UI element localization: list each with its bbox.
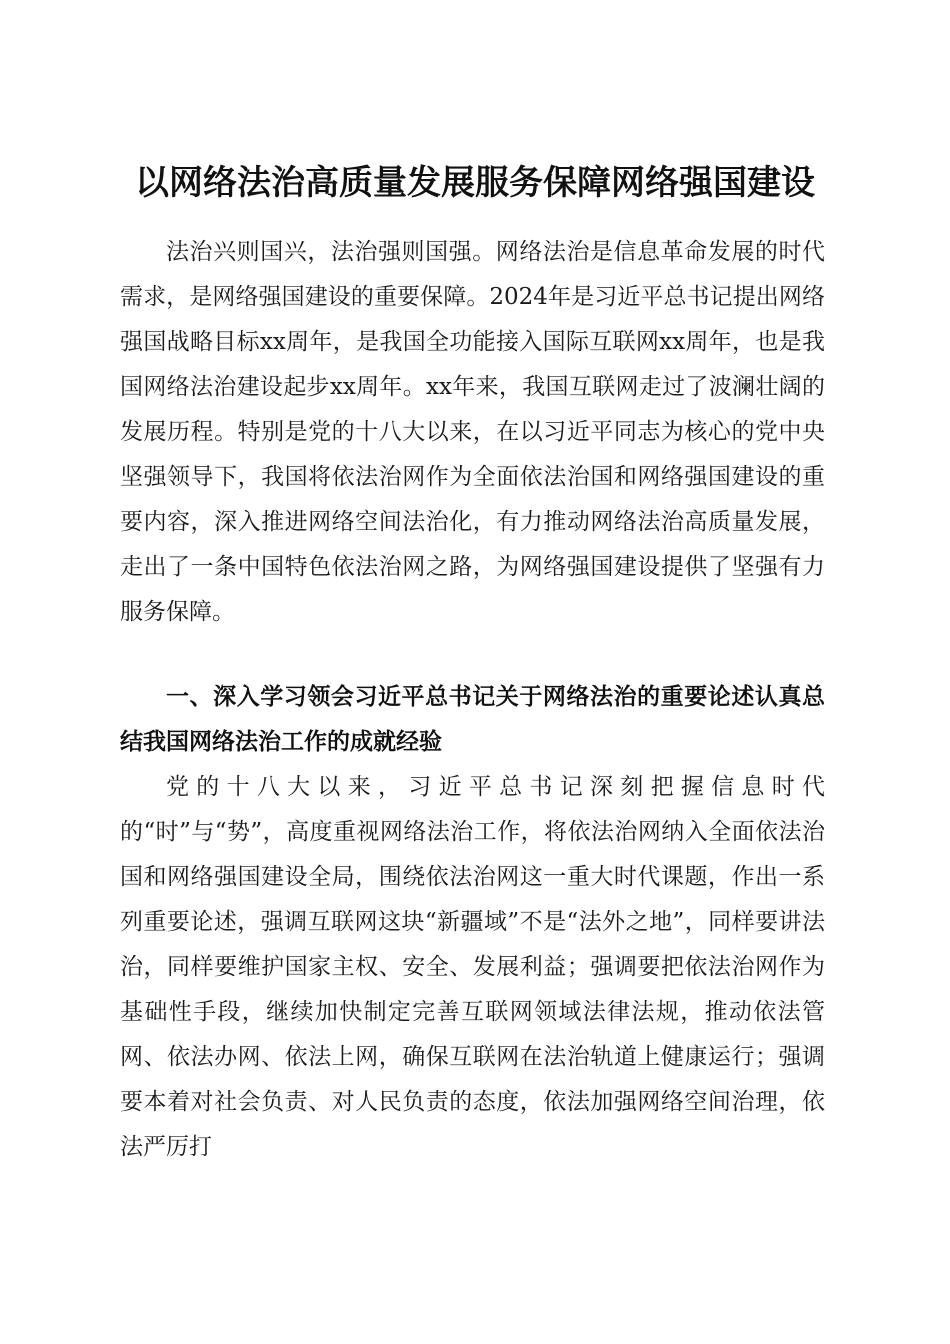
section-heading-1: 一、深入学习领会习近平总书记关于网络法治的重要论述认真总结我国网络法治工作的成就经验 [120, 684, 825, 755]
paragraph-intro: 法治兴则国兴，法治强则国强。网络法治是信息革命发展的时代需求，是网络强国建设的重要保障。2024年是习近平总书记提出网络强国战略目标xx周年，是我国全功能接入国际互联网xx周年，也是我国网络法治建设起步xx周年。xx年来，我国互联网走过了波澜壮阔的发展历程。特别是党的十八大以来，在以习近平同志为核心的党中央坚强领导下，我国将依法治网作为全面依法治国和网络强国建设的重要内容，深入推进网络空间法治化，有力推动网络法治高质量发展，走出了一条中国特色依法治网之路，为网络强国建设提供了坚强有力服务保障。 [120, 239, 825, 625]
paragraph-section-1: 党的十八大以来，习近平总书记深刻把握信息时代的“时”与“势”，高度重视网络法治工作，将依法治网纳入全面依法治国和网络强国建设全局，围绕依法治网这一重大时代课题，作出一系列重要论述，强调互联网这块“新疆域”不是“法外之地”，同样要讲法治，同样要维护国家主权、安全、发展利益；强调要把依法治网作为基础性手段，继续加快制定完善互联网领域法律法规，推动依法管网、依法办网、依法上网，确保互联网在法治轨道上健康运行；强调要本着对社会负责、对人民负责的态度，依法加强网络空间治理，依法严厉打 [120, 774, 825, 1160]
page-title: 以网络法治高质量发展服务保障网络强国建设 [135, 162, 815, 203]
